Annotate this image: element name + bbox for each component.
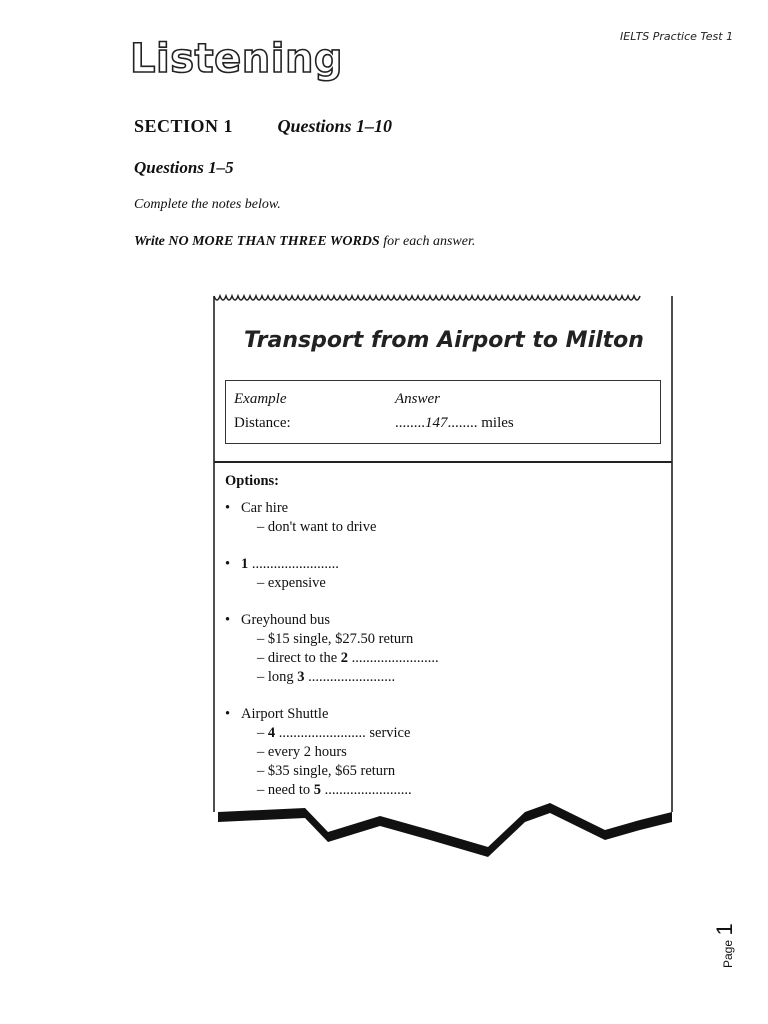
question-1-number: 1: [241, 556, 249, 572]
question-2-prefix: – direct to the: [257, 650, 341, 666]
example-label: Example: [234, 391, 287, 407]
option-airport-shuttle: • Airport Shuttle: [225, 705, 439, 724]
question-5-dots: ........................: [321, 782, 412, 798]
answer-label: Answer: [395, 391, 440, 407]
question-5-prefix: – need to: [257, 782, 314, 798]
sub-questions-heading: Questions 1–5: [134, 158, 234, 177]
question-5-number: 5: [313, 782, 322, 798]
shuttle-question-4: [225, 724, 439, 743]
page-word: Page: [721, 939, 735, 968]
question-3-prefix: – long: [257, 669, 298, 685]
question-1-note: – expensive: [257, 575, 326, 591]
listening-title: Listening: [130, 36, 344, 82]
distance-unit: miles: [477, 415, 514, 431]
greyhound-question-2: [225, 649, 439, 668]
option-car-hire-note: – don't want to drive: [257, 519, 377, 535]
question-1-blank: [225, 555, 439, 574]
question-4-prefix: –: [257, 725, 268, 741]
option-car-hire: • Car hire: [225, 499, 439, 518]
greyhound-question-3: [225, 668, 439, 687]
greyhound-price: – $15 single, $27.50 return: [257, 631, 414, 647]
distance-value: 147: [425, 415, 448, 431]
question-2-number: 2: [340, 650, 349, 666]
distance-dots-after: ........: [447, 415, 478, 431]
options-notes: [225, 472, 439, 800]
distance-label: Distance:: [234, 415, 291, 431]
card-title: Transport from Airport to Milton: [244, 328, 644, 353]
question-4-rest: ........................ service: [275, 725, 411, 741]
card-torn-bottom-edge: [218, 803, 672, 857]
options-heading: Options:: [225, 473, 279, 489]
card-wavy-top-edge: [214, 296, 640, 300]
question-3-number: 3: [297, 669, 305, 685]
distance-dots-before: ........: [395, 415, 425, 431]
question-3-dots: ........................: [304, 669, 396, 685]
shuttle-question-5: [225, 781, 439, 800]
option-greyhound: • Greyhound bus: [225, 611, 439, 630]
page-digit: 1: [712, 923, 737, 936]
distance-answer: [395, 415, 514, 432]
shuttle-price: – $35 single, $65 return: [257, 763, 396, 779]
card-divider: [214, 461, 672, 463]
instruction-complete: Complete the notes below.: [134, 197, 281, 212]
page-number: [712, 923, 738, 968]
header-note: IELTS Practice Test 1: [620, 30, 734, 43]
shuttle-frequency: – every 2 hours: [257, 744, 347, 760]
example-box: [225, 380, 661, 444]
section-questions: Questions 1–10: [277, 116, 393, 136]
question-1-dots: ........................: [248, 556, 339, 572]
question-4-number: 4: [267, 725, 276, 741]
question-2-dots: ........................: [348, 650, 439, 666]
instruction-word-limit-bold: Write NO MORE THAN THREE WORDS: [134, 234, 380, 249]
instruction-word-limit-rest: for each answer.: [379, 234, 476, 249]
section-label: SECTION 1: [134, 116, 234, 136]
